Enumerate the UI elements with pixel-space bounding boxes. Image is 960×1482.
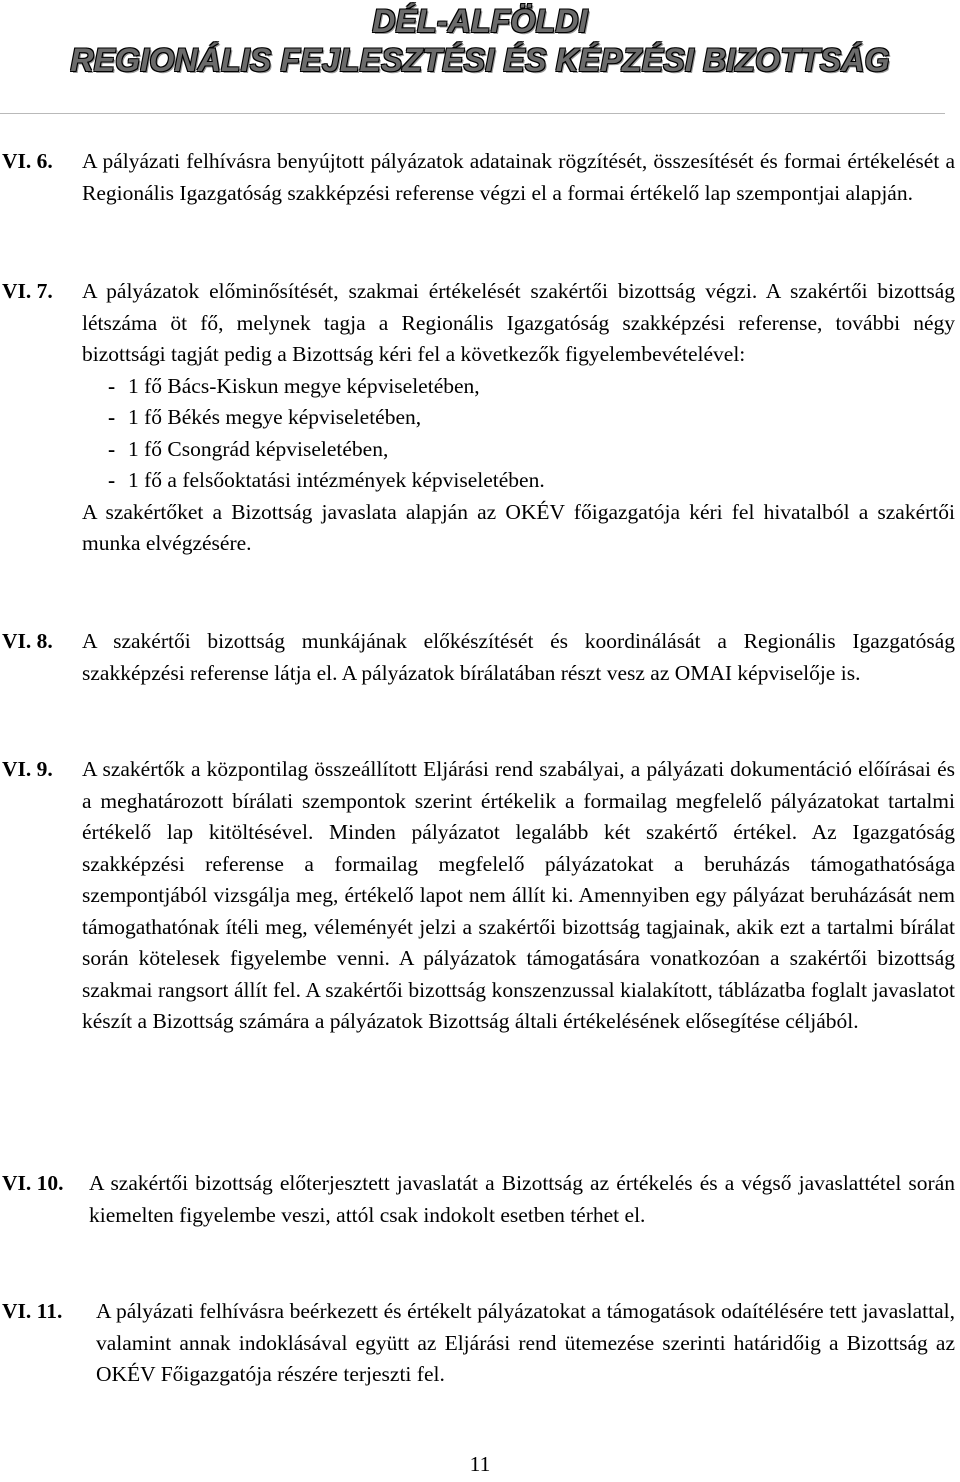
section-8-number: VI. 8. [2,629,53,653]
section-7-outro: A szakértőket a Bizottság javaslata alapján az OKÉV főigazgatója kéri fel hivatalból a szakértői munka elvégzésére. [82,499,955,555]
list-item: - 1 fő Csongrád képviseletében, [108,436,389,461]
section-11-text: A pályázati felhívásra beérkezett és értékelt pályázatokat a támogatások odaítélésére tett javaslattal, valamint annak indoklásával együtt az Eljárási rend ütemezése szerinti határidőig a Bizottság az OKÉV Főigazgatója részére terjeszti fel. [96,1299,955,1386]
section-10-number: VI. 10. [2,1171,64,1195]
section-10-text: A szakértői bizottság előterjesztett javaslatát a Bizottság az értékelés és a végső javaslattétel során kiemelten figyelembe veszi, attól csak indokolt esetben térhet el. [89,1171,955,1227]
page-number: 11 [469,1452,491,1476]
section-6-number: VI. 6. [2,149,53,173]
section-8-text: A szakértői bizottság munkájának előkészítését és koordinálását a Regionális Igazgatóság szakképzési referense látja el. A pályázatok bírálatában részt vesz az OMAI képviselője is. [82,629,955,685]
section-9-number: VI. 9. [2,757,53,781]
header-divider [0,113,945,114]
section-7-number: VI. 7. [2,279,53,303]
header-title-line2: REGIONÁLIS FEJLESZTÉSI ÉS KÉPZÉSI BIZOTTSÁG [70,42,890,78]
section-7-body [82,276,955,560]
section-11-number: VI. 11. [2,1299,63,1323]
section-6-text: A pályázati felhívásra benyújtott pályázatok adatainak rögzítését, összesítését és formai értékelését a Regionális Igazgatóság szakképzési referense végzi el a formai értékelő lap szempontjai alapján. [82,149,955,205]
list-item: - 1 fő Békés megye képviseletében, [108,405,422,429]
section-7-intro: A pályázatok előminősítését, szakmai értékelését szakértői bizottság végzi. A szakértői bizottság létszáma öt fő, melynek tagja a Regionális Igazgatóság szakképzési referense, további négy bizottsági tagját pedig a Bizottság kéri fel a következők figyelembevételével: [82,279,955,366]
list-item: - 1 fő a felsőoktatási intézmények képviseletében. [108,468,545,492]
header-title-line1: DÉL-ALFÖLDI [372,3,588,39]
document-header [0,0,960,110]
section-9-text: A szakértők a központilag összeállított Eljárási rend szabályai, a pályázati dokumentáció előírásai és a meghatározott bírálati szempontok szerint értékelik a formailag megfelelő pályázatokat tartalmi értékelő lap kitöltésével. Minden pályázatot legalább két szakértő értékel. Az Igazgatóság szakképzési referense a formailag megfelelő pályázatokat a beruházás támogathatósága szempontjából vizsgálja meg, értékelő lapot nem állít ki. Amennyiben egy pályázat beruházását nem támogathatónak ítéli meg, véleményét jelzi a szakértői bizottság tagjainak, akik ezt a tartalmi bírálat során kötelesek figyelembe venni. A pályázatok támogatására vonatkozóan a szakértői bizottság szakmai rangsort állít fel. A szakértői bizottság konszenzussal kialakított, táblázatba foglalt javaslatot készít a Bizottság számára a pályázatok Bizottság általi értékelésének elősegítése céljából. [82,757,955,1033]
list-item: - 1 fő Bács-Kiskun megye képviseletében, [108,373,480,398]
section-7-list [108,371,955,497]
